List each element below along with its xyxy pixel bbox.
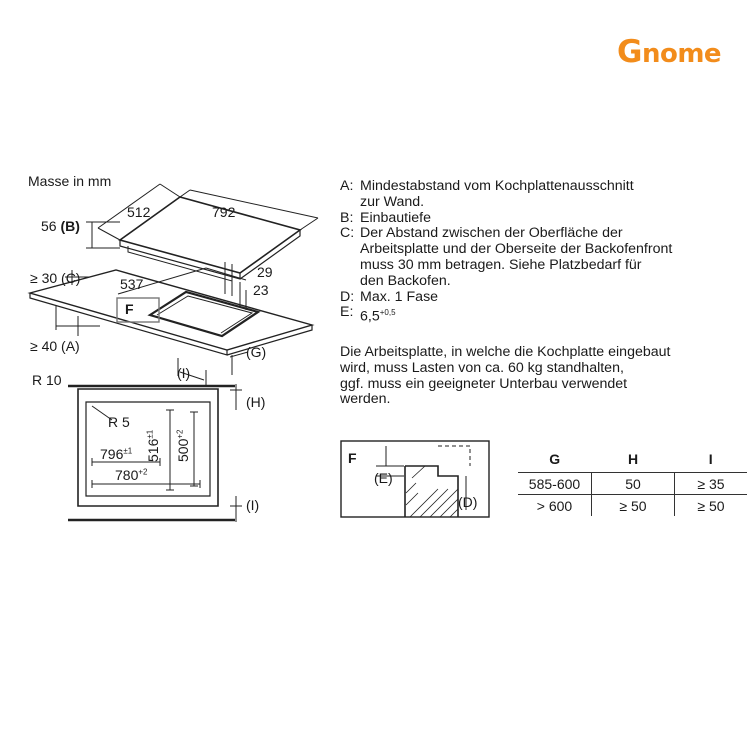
legend-key: A: xyxy=(340,178,354,194)
legend xyxy=(340,179,672,326)
table-header-i: I xyxy=(675,445,748,473)
dim-c-label: ≥ 30 (C) xyxy=(30,270,81,286)
legend-line: zur Wand. xyxy=(360,193,425,210)
hob-edge xyxy=(120,230,300,279)
table-cell: 585-600 xyxy=(518,473,592,495)
dim-516-value: 516 xyxy=(145,438,161,462)
legend-item-c xyxy=(340,226,672,289)
legend-line: Max. 1 Fase xyxy=(360,288,439,305)
dim-516-tol: ±1 xyxy=(145,429,155,439)
legend-line: Der Abstand zwischen der Oberfläche der xyxy=(360,225,623,242)
legend-key: D: xyxy=(340,288,355,305)
dim-792-line xyxy=(180,190,318,230)
legend-sup: +0,5 xyxy=(379,308,396,318)
dim-i2-line xyxy=(230,496,242,522)
load-note-line: wird, muss Lasten von ca. 60 kg standhalten, xyxy=(340,359,624,376)
dim-512-label: 512 xyxy=(127,204,151,220)
legend-line: Arbeitsplatte und der Oberseite der Backofenfront xyxy=(360,241,673,258)
dim-796-value: 796 xyxy=(100,446,124,462)
table-header-row xyxy=(518,445,747,473)
legend-item-a xyxy=(340,179,672,211)
radius-10-label: R 10 xyxy=(32,372,62,388)
table-header-g: G xyxy=(518,445,592,473)
dimension-table xyxy=(518,445,747,516)
load-note xyxy=(340,345,670,408)
drawing-title: Masse in mm xyxy=(28,173,112,189)
dim-500-value: 500 xyxy=(175,438,191,462)
table-cell: 50 xyxy=(592,473,675,495)
dim-500-tol: +2 xyxy=(175,429,185,439)
dim-i2-label: (I) xyxy=(246,497,260,513)
legend-item-e xyxy=(340,305,672,326)
dim-780-tol: +2 xyxy=(138,467,148,477)
f-detail-label: F xyxy=(125,301,134,317)
detail-e-label: (E) xyxy=(374,470,393,486)
dim-796-tol: ±1 xyxy=(123,446,133,456)
detail-d-label: (D) xyxy=(458,494,478,510)
dim-780-value: 780 xyxy=(115,467,139,483)
table-cell: ≥ 50 xyxy=(697,497,725,514)
dim-a-label: ≥ 40 (A) xyxy=(30,338,80,354)
dim-29-label: 29 xyxy=(257,264,273,280)
dim-516-label xyxy=(146,430,162,462)
radius-5-label: R 5 xyxy=(108,414,130,430)
detail-hatch xyxy=(406,466,458,517)
table-row xyxy=(518,473,747,495)
dim-516-line xyxy=(166,410,174,490)
dim-a-line xyxy=(56,306,100,336)
cutout xyxy=(150,292,258,336)
dim-500-label xyxy=(176,430,192,462)
table-cell: ≥ 50 xyxy=(592,495,675,517)
dim-56-label xyxy=(41,219,80,235)
f-detail-box xyxy=(117,298,159,322)
detail-dashed xyxy=(438,446,470,466)
legend-line: muss 30 mm betragen. Siehe Platzbedarf für xyxy=(360,256,642,273)
legend-key: C: xyxy=(340,225,355,242)
legend-line: 6,5 xyxy=(360,309,380,326)
dim-792-label: 792 xyxy=(212,204,236,220)
table-header-h: H xyxy=(592,445,675,473)
legend-key: B: xyxy=(340,209,354,226)
dim-g-label: (G) xyxy=(246,344,267,360)
dim-56-line xyxy=(86,222,120,248)
logo-text: nome xyxy=(641,39,722,69)
detail-f-label: F xyxy=(348,450,357,466)
detail-recess xyxy=(405,466,458,517)
dim-h-label: (H) xyxy=(246,394,266,410)
legend-item-d xyxy=(340,290,672,306)
load-note-line: werden. xyxy=(340,391,391,408)
table-cell: > 600 xyxy=(518,495,592,517)
legend-line: Einbautiefe xyxy=(360,209,431,226)
dim-b-key: (B) xyxy=(60,218,80,234)
legend-line: Mindestabstand vom Kochplattenausschnitt xyxy=(360,178,634,194)
table-row xyxy=(518,495,747,517)
dim-i-label: (I) xyxy=(177,365,191,381)
dim-h-line xyxy=(230,384,242,410)
load-note-line: ggf. muss ein geeigneter Unterbau verwendet xyxy=(340,375,628,392)
dim-780-label xyxy=(115,468,147,484)
logo-letter-g: G xyxy=(617,34,642,70)
legend-key: E: xyxy=(340,304,354,321)
dim-23-label: 23 xyxy=(253,282,269,298)
table-cell: ≥ 35 xyxy=(675,473,748,495)
dim-56-value: 56 xyxy=(41,218,57,234)
legend-line: den Backofen. xyxy=(360,272,451,289)
dim-537-label: 537 xyxy=(120,276,144,292)
legend-item-b xyxy=(340,211,672,227)
dim-796-label xyxy=(100,447,132,463)
load-note-line: Die Arbeitsplatte, in welche die Kochplatte eingebaut xyxy=(340,344,671,360)
